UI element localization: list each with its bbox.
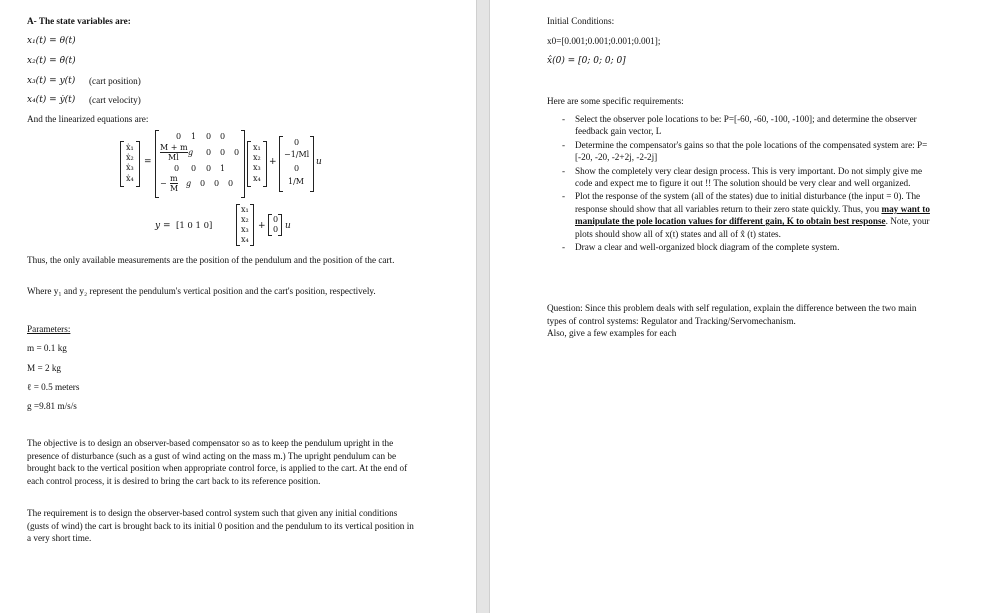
state-var-2: x₂(t) = θ̇(t) bbox=[27, 56, 76, 66]
state-variables-heading: A- The state variables are: bbox=[27, 16, 131, 26]
requirement-4-part-c: . Note, your plots should show all of x(t) states and all of x̂ (t) states. bbox=[575, 216, 930, 239]
xdot-vector bbox=[120, 141, 140, 187]
x-2: x₂ bbox=[253, 153, 261, 162]
param-m: m = 0.1 kg bbox=[27, 343, 67, 353]
a-42: 0 bbox=[200, 179, 206, 188]
x-vector bbox=[247, 141, 267, 187]
equals-sign: = bbox=[144, 157, 152, 167]
initial-conditions-label: Initial Conditions: bbox=[547, 16, 615, 26]
plus-sign: + bbox=[269, 157, 277, 167]
measurements-text: Thus, the only available measurements are the position of the pendulum and the position of the cart. bbox=[27, 255, 395, 265]
output-lhs: y = bbox=[155, 221, 171, 231]
a-23: 0 bbox=[220, 148, 226, 157]
a-22: 0 bbox=[206, 148, 212, 157]
param-g: g =9.81 m/s/s bbox=[27, 401, 77, 411]
b-vector bbox=[279, 136, 314, 192]
a-43: 0 bbox=[214, 179, 220, 188]
a-21-g: g bbox=[188, 148, 194, 157]
a-12: 1 bbox=[191, 132, 197, 141]
requirement-4-emphasis: may want to manipulate the pole location values for different gain, K to obtain best response bbox=[575, 203, 930, 227]
param-M: M = 2 kg bbox=[27, 363, 62, 373]
d-1: 0 bbox=[273, 215, 279, 224]
a-14: 0 bbox=[220, 132, 226, 141]
a-21-numerator: M + m bbox=[160, 143, 188, 152]
d-vector bbox=[268, 214, 282, 236]
linearized-label: And the linearized equations are: bbox=[27, 114, 149, 124]
output-u: u bbox=[285, 221, 291, 231]
xhat0-value: x̂(0) = [0; 0; 0; 0] bbox=[547, 56, 626, 66]
x0-value: x0=[0.001;0.001;0.001;0.001]; bbox=[547, 36, 661, 46]
b-2: −1/Ml bbox=[284, 150, 310, 159]
a-44: 0 bbox=[228, 179, 234, 188]
xdot-1: ẋ₁ bbox=[126, 143, 134, 152]
a-32: 0 bbox=[191, 164, 197, 173]
a-41-g: g bbox=[186, 179, 192, 188]
b-4: 1/M bbox=[288, 177, 304, 186]
requirement-2: - Determine the compensator's gains so that the pole locations of the compensated system are: P=[-20, -20, -2+2j, -2-2j] bbox=[575, 139, 937, 164]
output-x-3: x₃ bbox=[241, 225, 249, 234]
c-row: [1 0 1 0] bbox=[176, 221, 213, 231]
x-1: x₁ bbox=[253, 143, 261, 152]
state-var-4: x₄(t) = ẏ(t) bbox=[27, 95, 76, 105]
a-24: 0 bbox=[234, 148, 240, 157]
d-2: 0 bbox=[273, 225, 279, 234]
state-var-3-note: (cart position) bbox=[89, 76, 141, 86]
requirement-3: - Show the completely very clear design process. This is very important. Do not simply give me code and expect me to figure it out !! The solution should be very clear and well organized. bbox=[575, 165, 937, 190]
requirement-1: - Select the observer pole locations to be: P=[-60, -60, -100, -100]; and determine the observer feedback gain vector, L bbox=[575, 113, 937, 138]
a-41-sign: − bbox=[160, 179, 167, 188]
requirement-4-part-a: Plot the response of the system (all of the states) due to initial disturbance (the input = 0). The response should show that all variables return to their zero state quickly. Thus, you bbox=[575, 191, 921, 214]
param-l: ℓ = 0.5 meters bbox=[27, 382, 80, 392]
output-x-4: x₄ bbox=[241, 235, 249, 244]
requirement-5: - Draw a clear and well-organized block diagram of the complete system. bbox=[575, 241, 937, 253]
input-u: u bbox=[316, 157, 322, 167]
b-1: 0 bbox=[294, 138, 300, 147]
xdot-3: ẋ₃ bbox=[126, 163, 134, 172]
x-4: x₄ bbox=[253, 174, 261, 183]
output-plus: + bbox=[258, 221, 266, 231]
a-31: 0 bbox=[174, 164, 180, 173]
x-3: x₃ bbox=[253, 163, 261, 172]
xdot-2: ẋ₂ bbox=[126, 153, 134, 162]
state-var-3: x₃(t) = y(t) bbox=[27, 76, 76, 86]
output-x-2: x₂ bbox=[241, 215, 249, 224]
objective-text: The objective is to design an observer-based compensator so as to keep the pendulum upright in the presence of disturbance (such as a gust of wind acting on the mass m.) The upright pendulum can be brought back to the vertical position when appropriate control force, is applied to the cart. At the end of each control process, it is desired to bring the cart back to its reference position. bbox=[27, 438, 408, 486]
output-x-1: x₁ bbox=[241, 205, 249, 214]
requirement-4 bbox=[575, 190, 937, 240]
output-x-vector bbox=[236, 204, 254, 246]
requirement-text: The requirement is to design the observer-based control system such that given any initial conditions (gusts of wind) the cart is brought back to its initial 0 position and the pendulum to its vertical position in a very short time. bbox=[27, 508, 414, 544]
a-21-denominator: Ml bbox=[168, 153, 179, 162]
a-41-numerator: m bbox=[170, 174, 178, 183]
requirements-list bbox=[575, 113, 937, 254]
b-3: 0 bbox=[294, 164, 300, 173]
a-11: 0 bbox=[176, 132, 182, 141]
state-var-1: x₁(t) = θ(t) bbox=[27, 36, 76, 46]
where-text: Where y₁ and y₂ represent the pendulum's vertical position and the cart's position, respectively. bbox=[27, 286, 376, 296]
requirements-label: Here are some specific requirements: bbox=[547, 96, 684, 106]
xdot-4: ẋ₄ bbox=[126, 174, 134, 183]
page-gutter bbox=[477, 0, 489, 613]
a-34: 1 bbox=[220, 164, 226, 173]
a-33: 0 bbox=[206, 164, 212, 173]
question-text: Question: Since this problem deals with self regulation, explain the difference between the two main types of control systems: Regulator and Tracking/Servomechanism. bbox=[547, 303, 917, 326]
a-41-denominator: M bbox=[170, 184, 179, 193]
a-matrix bbox=[155, 130, 245, 198]
state-var-4-note: (cart velocity) bbox=[89, 95, 141, 105]
parameters-label: Parameters: bbox=[27, 324, 71, 334]
a-13: 0 bbox=[206, 132, 212, 141]
also-text: Also, give a few examples for each bbox=[547, 328, 677, 338]
